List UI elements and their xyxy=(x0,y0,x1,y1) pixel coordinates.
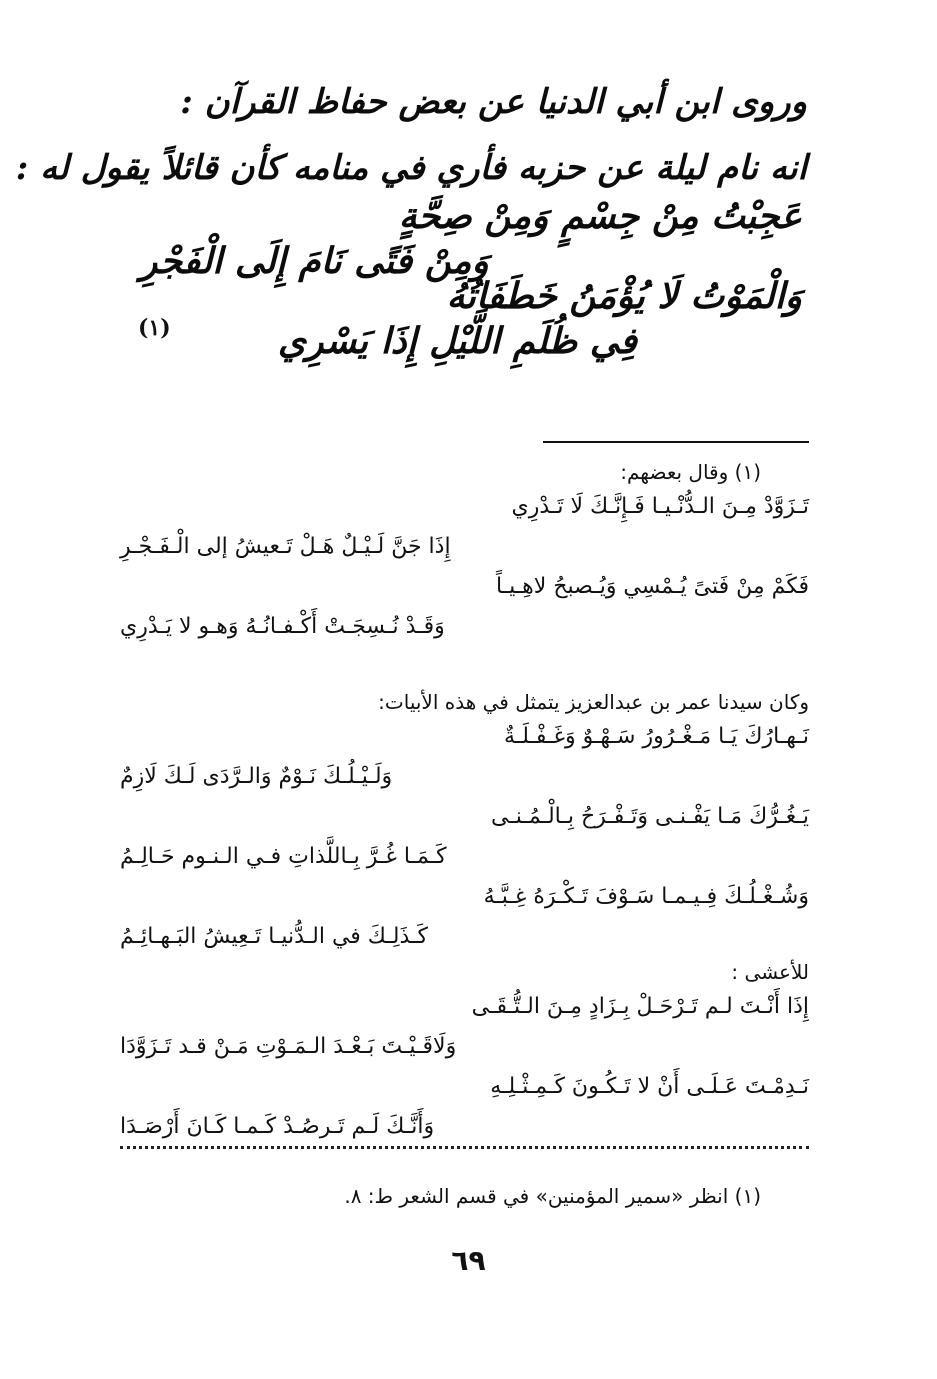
main-verse-line-1: عَجِبْتُ مِنْ جِسْمٍ وَمِنْ صِحَّةٍ xyxy=(398,195,802,237)
poem-1-line-4: وَقَـدْ نُـسِجَـتْ أَكْـفـانُـهُ وَهـو لا يَـدْرِي xyxy=(120,614,445,639)
poem-2-line-4: كَـمَـا غُـرَّ بِـاللَّذاتِ فـي الـنـوم حَـالِـمُ xyxy=(120,844,447,869)
main-verse-line-2: وَمِنْ فَتًى نَامَ إِلَى الْفَجْرِ xyxy=(140,240,489,282)
page-number: ٦٩ xyxy=(451,1244,486,1277)
poem-3-line-4: وَأَنَّـكَ لَـم تَـرصُـدْ كَـمـا كَـانَ أَرْصَـدَا xyxy=(120,1114,435,1139)
poem-1-line-2: إِذَا جَنَّ لَـيْـلٌ هَـلْ تَـعيشُ إلى الْـفَـجْـرِ xyxy=(120,534,451,559)
footnote-marker: (١) xyxy=(138,315,171,341)
footnote-lead-2: وكان سيدنا عمر بن عبدالعزيز يتمثل في هذه الأبيات: xyxy=(378,690,809,714)
poem-1-line-3: فَكَمْ مِنْ فَتىً يُـمْسِي وَيُـصبحُ لاهِـيـاً xyxy=(495,574,809,599)
poem-2-line-1: نَـهـارُكَ يَـا مَـغْـرُورُ سَـهْـوٌ وَغَـفْـلَـةٌ xyxy=(503,724,809,749)
poem-3-line-2: وَلَاقَـيْـتَ بَـعْـدَ الـمَـوْتِ مَـنْ قـد تَـزَوَّدَا xyxy=(120,1034,457,1059)
poem-3-line-1: إِذَا أَنْـتَ لـم تَـرْحَـلْ بِـزَادٍ مِـنَ الـتُّـقَـى xyxy=(471,994,809,1019)
dotted-separator xyxy=(120,1146,809,1149)
poem-1-line-1: تَـزَوَّدْ مِـنَ الـدُّنْـيـا فَـإِنَّـكَ لَا تَـدْرِي xyxy=(511,494,809,519)
footnote-lead-1: (١) وقال بعضهم: xyxy=(620,460,761,484)
poem-2-line-6: كَـذَلِـكَ في الـدُّنيـا تَـعِيشُ البَـهـائِـمُ xyxy=(120,924,428,949)
main-verse-line-3: وَالْمَوْتُ لَا يُؤْمَنُ خَطَفَاتُهُ xyxy=(446,275,802,317)
intro-heading: وروى ابن أبي الدنيا عن بعض حفاظ القرآن : xyxy=(180,82,807,122)
main-verse-line-4: فِي ظُلَمِ اللَّيْلِ إِذَا يَسْرِي xyxy=(277,320,637,362)
bottom-footnote: (١) انظر «سمير المؤمنين» في قسم الشعر ط: ٨. xyxy=(344,1184,761,1208)
footnote-lead-3: للأعشى : xyxy=(731,960,809,984)
footnote-separator xyxy=(543,441,809,443)
poem-2-line-2: وَلَـيْـلُـكَ نَـوْمٌ وَالـرَّدَى لَـكَ لَازِمٌ xyxy=(120,764,393,789)
poem-2-line-3: يَـغُـرُّكَ مَـا يَفْـنـى وَتَـفْـرَحُ بِـالْـمُـنـى xyxy=(490,804,809,829)
poem-2-line-5: وَشُـغْـلُـكَ فِـيـمـا سَـوْفَ تَـكْـرَهُ غِـبَّـهُ xyxy=(483,884,809,909)
poem-3-line-3: نَـدِمْـتَ عَـلَـى أَنْ لا تَـكُـونَ كَـمِـثْـلِـهِ xyxy=(490,1074,809,1099)
narration-line: انه نام ليلة عن حزبه فأري في منامه كأن قائلاً يقول له : xyxy=(15,148,807,188)
